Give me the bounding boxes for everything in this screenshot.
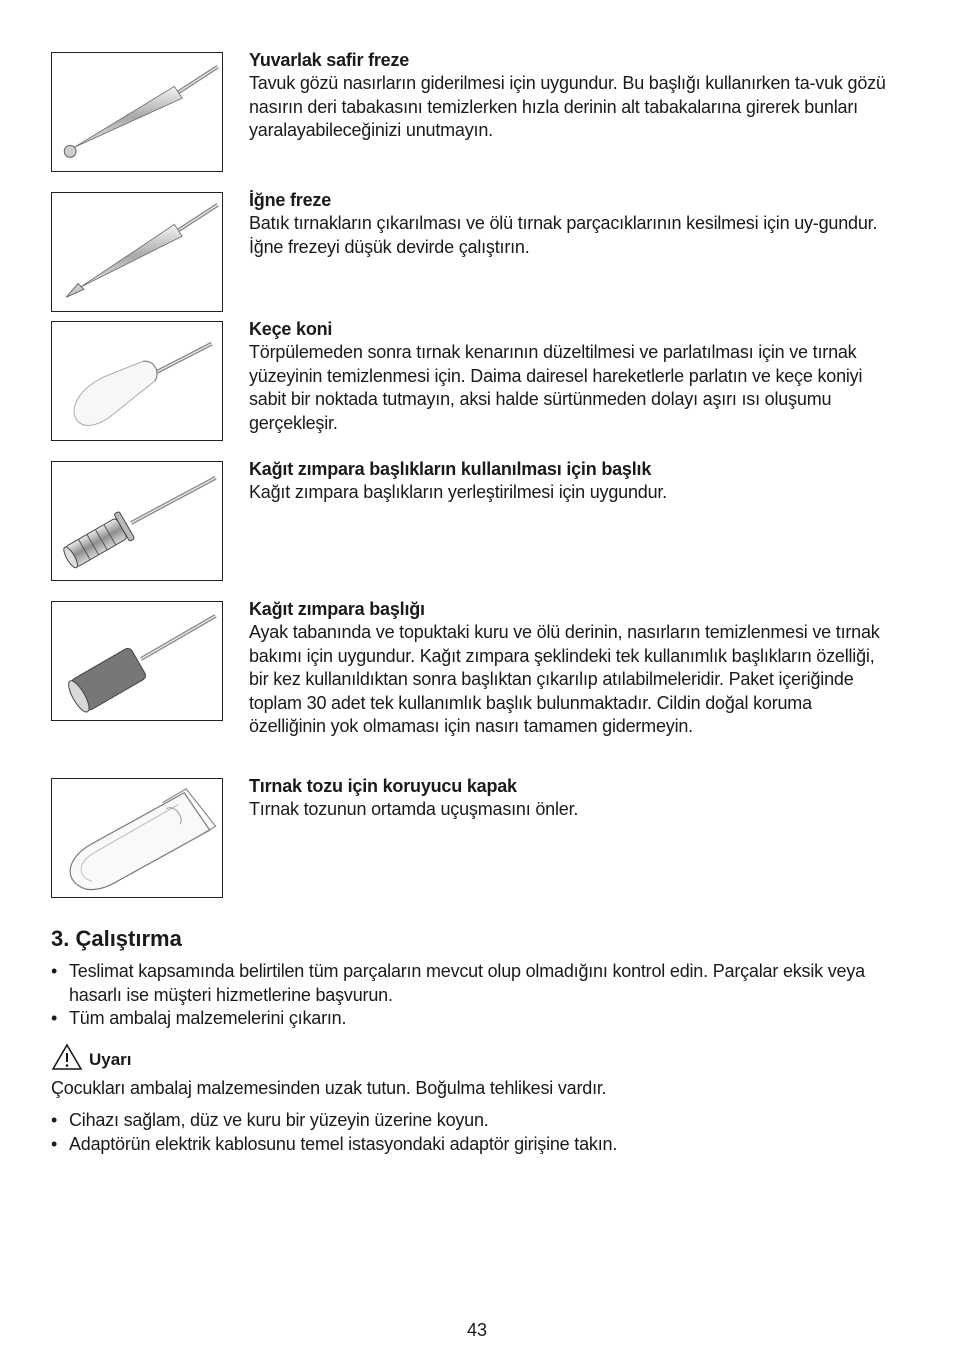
item-description: Tırnak tozunun ortamda uçuşmasını önler.	[249, 799, 579, 819]
item-title: Yuvarlak safir freze	[249, 50, 410, 70]
warning-text: Çocukları ambalaj malzemesinden uzak tutun. Boğulma tehlikesi vardır.	[51, 1077, 607, 1098]
list-item: • Cihazı sağlam, düz ve kuru bir yüzeyin üzerine koyun.	[51, 1109, 901, 1133]
list-item: • Teslimat kapsamında belirtilen tüm parçaların mevcut olup olmadığını kontrol edin. Parçalar eksik veya hasarlı ise müşteri hizmetlerine başvurun.	[51, 960, 901, 1007]
item-title: Kağıt zımpara başlığı	[249, 599, 425, 619]
item-description: Törpülemeden sonra tırnak kenarının düzeltilmesi ve parlatılması için ve tırnak yüzeyinin temizlenmesi için. Daima dairesel hareketlerle parlatın ve keçe koniyi sabit bir noktada tutmayın, aksi halde sürtünmeden dolayı aşırı ısı oluşumu gerçekleşir.	[249, 342, 863, 433]
item-title: Keçe koni	[249, 319, 333, 339]
item-description: Tavuk gözü nasırların giderilmesi için uygundur. Bu başlığı kullanırken ta-vuk gözü nasırın deri tabakasını temizlerken hızla derinin alt tabakalarına girerek bunları yaralayabileceğinizi unutmayın.	[249, 73, 886, 140]
item-title: Tırnak tozu için koruyucu kapak	[249, 776, 517, 796]
item-description: Ayak tabanında ve topuktaki kuru ve ölü derinin, nasırların temizlenmesi ve tırnak bakımı için uygundur. Kağıt zımpara şeklindeki tek kullanımlık başlıkların özelliği, bir kez kullanıldıktan sonra başlıktan çıkarılıp atılabilmeleridir. Paket içeriğinde toplam 30 adet tek kullanımlık başlık bulunmaktadır. Cildin doğal koruma özelliğinin yok olmaması için nasırı tamamen gidermeyin.	[249, 622, 880, 736]
bullet-list	[51, 960, 901, 1031]
warning-label: Uyarı	[89, 1049, 132, 1069]
sanding-cap-holder-icon	[51, 461, 223, 581]
item-description: Batık tırnakların çıkarılması ve ölü tırnak parçacıklarının kesilmesi için uy-gundur. İğne frezeyi düşük devirde çalıştırın.	[249, 213, 878, 257]
list-item: • Adaptörün elektrik kablosunu temel istasyondaki adaptör girişine takın.	[51, 1133, 901, 1157]
list-item: • Tüm ambalaj malzemelerini çıkarın.	[51, 1007, 901, 1031]
round-sapphire-bit-icon	[51, 52, 223, 172]
section-heading: 3. Çalıştırma	[51, 926, 182, 951]
felt-cone-icon	[51, 321, 223, 441]
warning-heading	[51, 1043, 901, 1071]
warning-triangle-icon	[51, 1043, 83, 1071]
item-title: İğne freze	[249, 190, 332, 210]
item-description: Kağıt zımpara başlıkların yerleştirilmesi için uygundur.	[249, 482, 667, 502]
operation-section	[51, 925, 901, 1156]
bullet-list	[51, 1109, 901, 1156]
sanding-cap-icon	[51, 601, 223, 721]
page-number: 43	[466, 1320, 488, 1340]
needle-bit-icon	[51, 192, 223, 312]
dust-cover-icon	[51, 778, 223, 898]
item-title: Kağıt zımpara başlıkların kullanılması için başlık	[249, 459, 652, 479]
